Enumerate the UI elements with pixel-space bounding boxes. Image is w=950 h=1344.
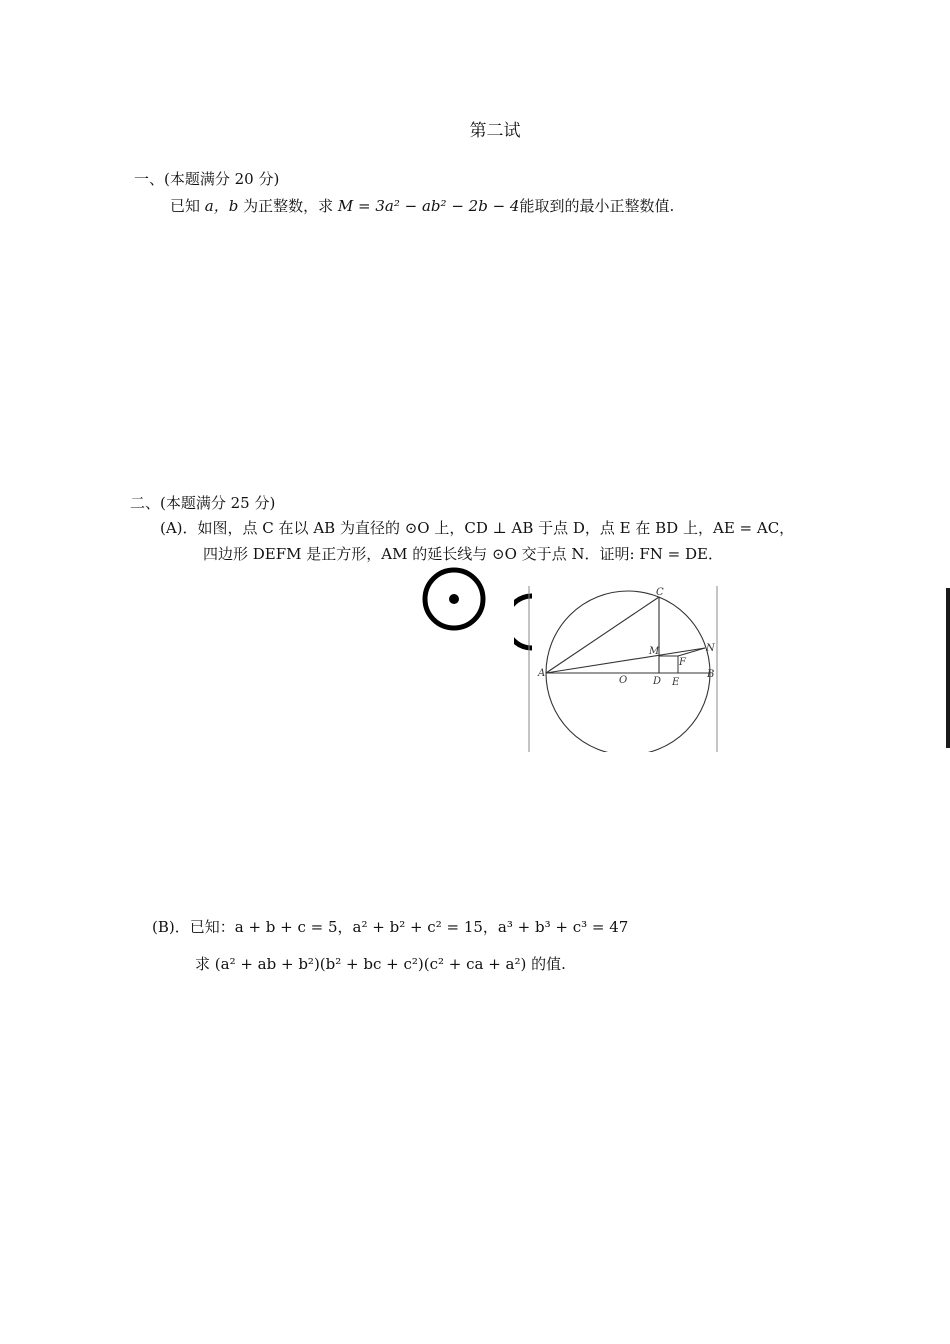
problem2-heading: 二、(本题满分 25 分) <box>130 494 276 512</box>
circle-dot-symbol <box>420 566 488 632</box>
label-b: B <box>707 669 715 680</box>
label-a: A <box>538 668 546 679</box>
problem1-formula: M = 3a² − ab² − 2b − 4 <box>337 197 520 215</box>
circle-o <box>546 591 710 752</box>
label-m: M <box>649 646 660 657</box>
problem1-heading: 一、(本题满分 20 分) <box>134 170 280 188</box>
label-n: N <box>706 643 715 654</box>
problem1-mid: 为正整数，求 <box>243 197 334 215</box>
page-title: 第二试 <box>469 121 521 141</box>
problem1-prefix: 已知 <box>170 197 201 215</box>
problem2a-line1: (A)．如图，点 C 在以 AB 为直径的 ⊙O 上，CD ⊥ AB 于点 D，点 E 在 BD 上，AE = AC， <box>160 519 795 537</box>
label-d: D <box>653 676 662 687</box>
problem1-text <box>170 195 674 216</box>
label-f: F <box>679 657 686 668</box>
problem2b-line2: 求 (a² + ab + b²)(b² + bc + c²)(c² + ca + a²) 的值. <box>195 955 566 973</box>
problem2a-line2: 四边形 DEFM 是正方形，AM 的延长线与 ⊙O 交于点 N．证明: FN = DE． <box>203 545 723 563</box>
problem2b-line1: (B)．已知：a + b + c = 5，a² + b² + c² = 15，a³ + b³ + c³ = 47 <box>152 918 629 936</box>
label-e: E <box>672 677 680 688</box>
problem1-suffix: 能取到的最小正整数值. <box>519 197 675 215</box>
problem1-vars: a，b <box>204 197 239 215</box>
label-o: O <box>619 675 628 686</box>
geometry-figure <box>528 586 718 752</box>
square-defm <box>659 656 678 673</box>
label-c: C <box>656 587 664 598</box>
page-edge-mark <box>946 588 950 748</box>
segment-ac <box>546 597 659 673</box>
